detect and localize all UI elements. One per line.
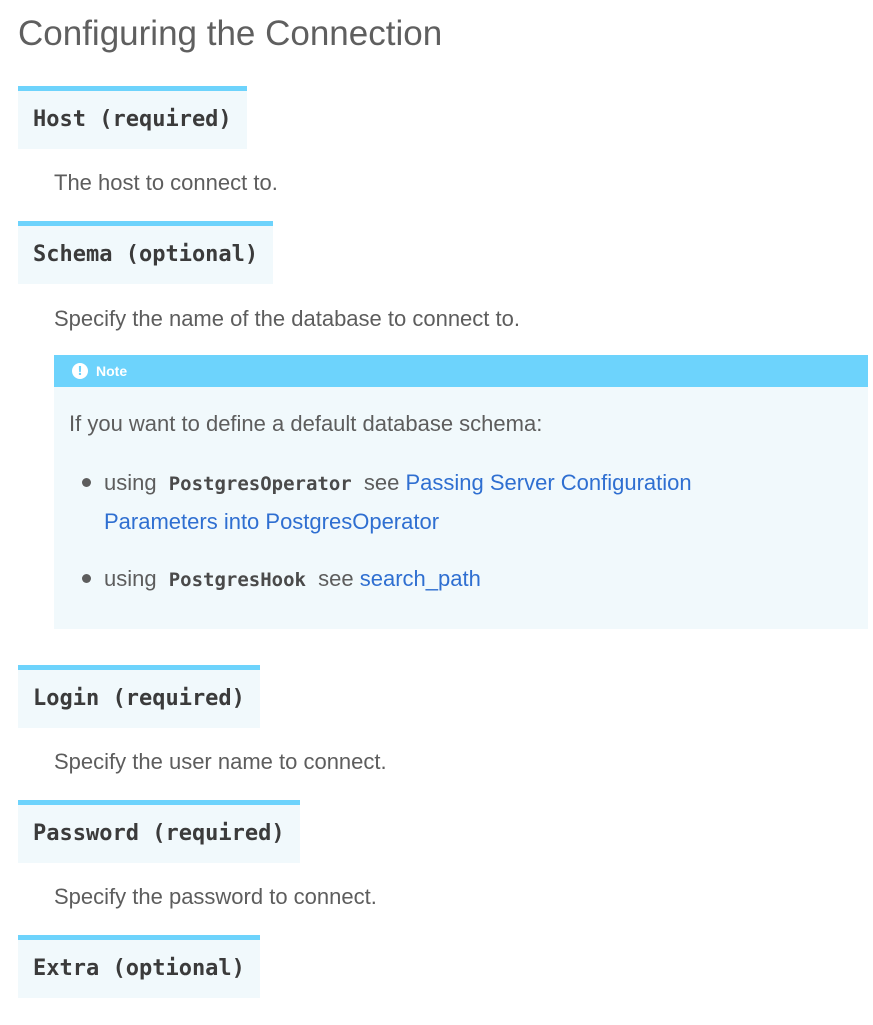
list-item xyxy=(104,463,692,504)
field-description-host: The host to connect to. xyxy=(54,170,278,195)
note-list xyxy=(54,355,868,629)
list-item-prefix: using xyxy=(104,566,157,591)
bullet-icon xyxy=(82,478,91,487)
list-item-continuation xyxy=(104,502,439,541)
field-term-login: Login (required) xyxy=(18,665,260,728)
code-postgres-hook: PostgresHook xyxy=(168,569,306,591)
link-search-path[interactable]: search_path xyxy=(359,566,481,591)
note-admonition xyxy=(54,355,868,629)
field-term-extra: Extra (optional) xyxy=(18,935,260,998)
list-item-middle: see xyxy=(318,566,354,591)
exclamation-icon: ! xyxy=(72,363,88,379)
page-title: Configuring the Connection xyxy=(18,14,443,53)
field-term-schema: Schema (optional) xyxy=(18,221,273,284)
field-term-host: Host (required) xyxy=(18,86,247,149)
list-item xyxy=(104,559,481,600)
link-parameters-into-postgresoperator[interactable]: Parameters into PostgresOperator xyxy=(104,509,440,534)
link-passing-server-configuration[interactable]: Passing Server Configuration xyxy=(405,470,692,495)
field-description-schema: Specify the name of the database to connect to. xyxy=(54,306,520,331)
bullet-icon xyxy=(82,574,91,583)
list-item-prefix: using xyxy=(104,470,157,495)
code-postgres-operator: PostgresOperator xyxy=(168,473,352,495)
list-item-middle: see xyxy=(363,470,400,495)
note-intro: If you want to define a default database schema: xyxy=(69,411,543,436)
field-description-password: Specify the password to connect. xyxy=(54,884,377,909)
field-description-login: Specify the user name to connect. xyxy=(54,749,387,774)
field-term-password: Password (required) xyxy=(18,800,300,863)
note-title: Note xyxy=(96,363,128,379)
